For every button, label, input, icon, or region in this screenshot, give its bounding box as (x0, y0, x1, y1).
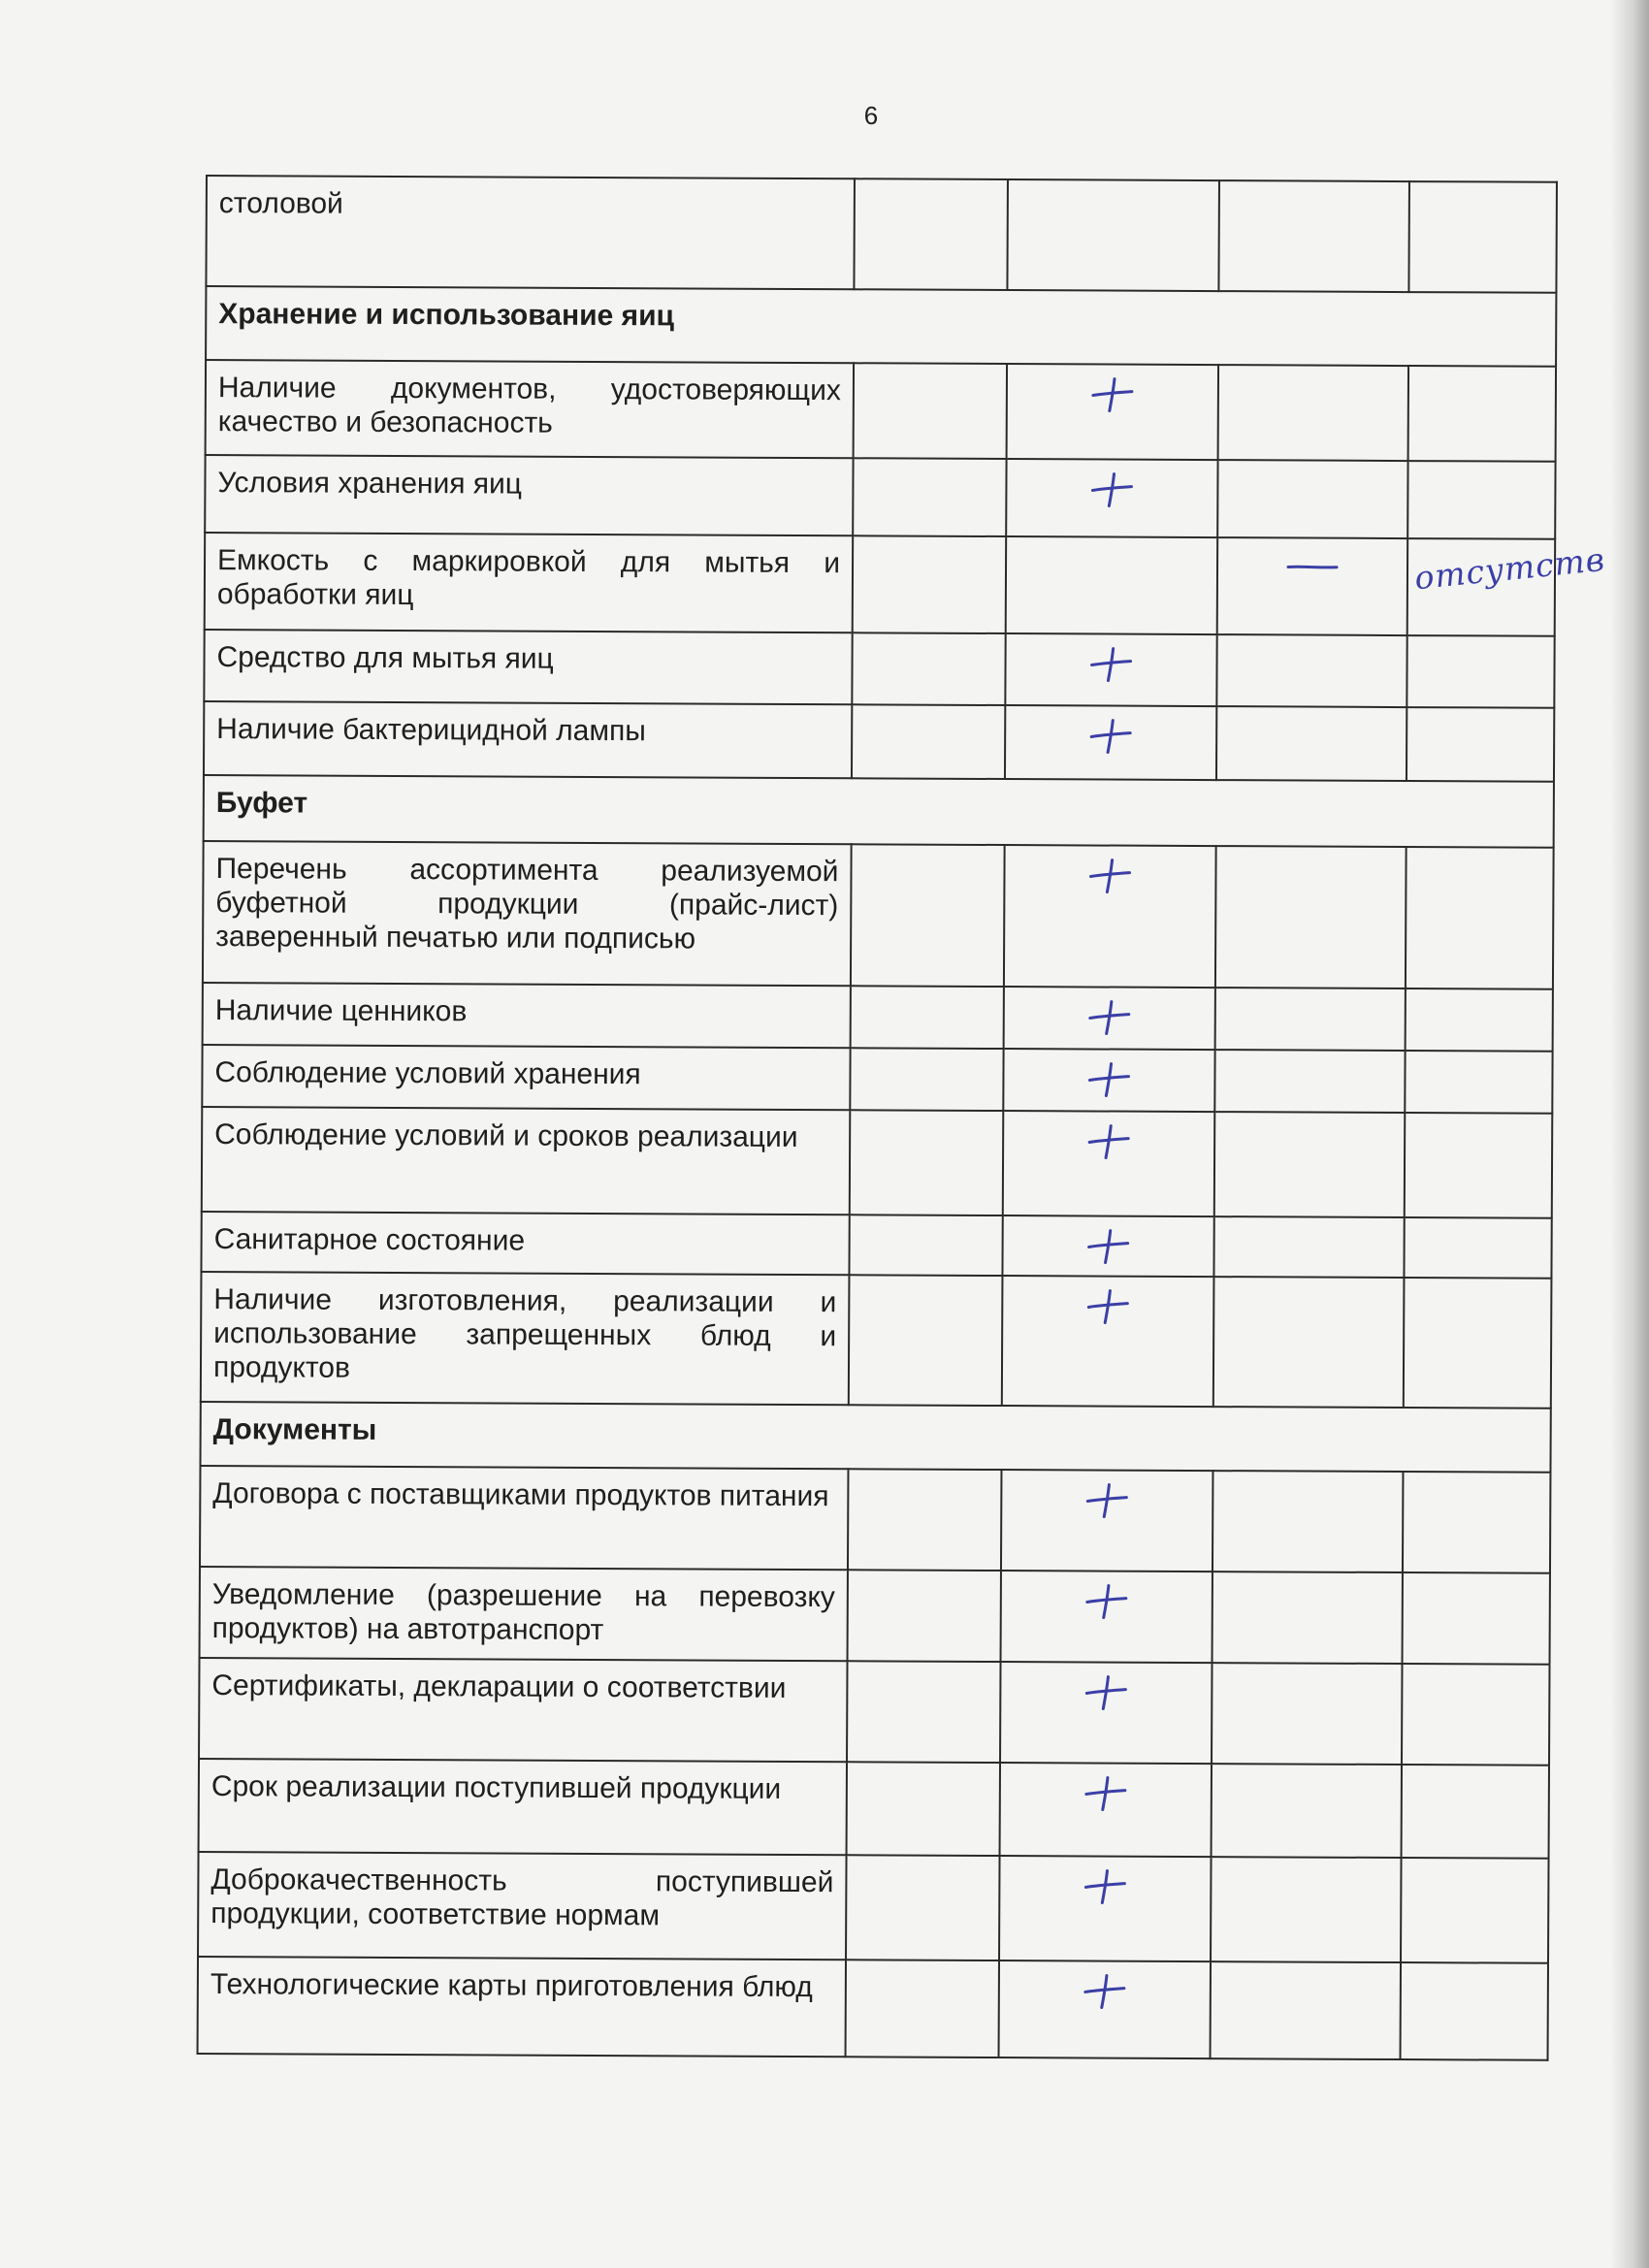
mark-cell-c1 (853, 458, 1006, 536)
mark-cell-c3 (1217, 537, 1407, 635)
mark-cell-c1 (851, 986, 1004, 1049)
mark-cell-c1 (853, 535, 1006, 633)
checklist-row (200, 1567, 1550, 1665)
criterion-label: Технологические карты приготовления блюд (198, 1957, 846, 2057)
criterion-label: Перечень ассортимента реализуемой буфетной продукции (прайс-лист) заверенный печатью или подписью (203, 841, 852, 986)
handwritten-plus-mark (1083, 1286, 1133, 1325)
mark-cell-c4 (1403, 1572, 1550, 1665)
mark-cell-c3 (1214, 1050, 1405, 1113)
mark-cell-c1 (852, 632, 1005, 705)
handwritten-plus-mark (1081, 1773, 1131, 1812)
mark-cell-c2 (1007, 364, 1218, 460)
criterion-label: Соблюдение условий хранения (202, 1045, 850, 1110)
mark-cell-c1 (854, 363, 1007, 459)
handwritten-plus-mark (1086, 470, 1137, 508)
mark-cell-c4 (1401, 1962, 1548, 2060)
mark-cell-c3 (1217, 460, 1407, 538)
checklist-row (202, 1107, 1553, 1218)
checklist-table (197, 175, 1607, 2061)
criterion-label: Наличие изготовления, реализации и использование запрещенных блюд и продуктов (201, 1272, 850, 1405)
handwritten-dash-mark (1285, 562, 1340, 573)
checklist-row (202, 1045, 1552, 1114)
mark-cell-c2 (1005, 633, 1216, 706)
mark-cell-c2 (1007, 179, 1219, 291)
mark-cell-c2 (1003, 1049, 1214, 1112)
mark-cell-c1 (850, 1110, 1004, 1215)
criterion-label: Емкость с маркировкой для мытья и обработки яиц (205, 533, 853, 632)
mark-cell-c1 (852, 704, 1005, 779)
section-header-row (206, 286, 1556, 367)
checklist-row (204, 630, 1554, 708)
mark-cell-c1 (848, 1469, 1002, 1571)
mark-cell-c3 (1211, 1961, 1401, 2059)
mark-cell-c4 (1406, 707, 1554, 782)
mark-cell-c3 (1212, 1571, 1403, 1664)
mark-cell-c3 (1214, 1112, 1406, 1217)
handwritten-plus-mark (1080, 1971, 1130, 2010)
mark-cell-c4 (1408, 366, 1556, 462)
mark-cell-c4 (1406, 988, 1553, 1052)
handwritten-note: отсутств (1412, 539, 1607, 598)
mark-cell-c2 (1006, 459, 1217, 537)
mark-cell-c3 (1215, 846, 1406, 988)
criterion-label: Наличие бактерицидной лампы (204, 701, 852, 778)
section-title: Хранение и использование яиц (206, 286, 1556, 367)
criterion-label: Условия хранения яиц (205, 455, 853, 535)
mark-cell-c3 (1216, 634, 1406, 707)
mark-cell-c2 (1000, 1763, 1212, 1857)
criterion-label: Договора с поставщиками продуктов питания (200, 1466, 849, 1570)
handwritten-plus-mark (1083, 1226, 1134, 1265)
handwritten-plus-mark (1085, 716, 1136, 755)
mark-cell-c2 (1003, 1111, 1215, 1216)
handwritten-plus-mark (1082, 1480, 1132, 1519)
handwritten-plus-mark (1087, 374, 1138, 413)
criterion-label: Соблюдение условий и сроков реализации (202, 1107, 851, 1215)
handwritten-plus-mark (1084, 856, 1135, 894)
mark-cell-c1 (846, 1960, 999, 2057)
mark-cell-c1 (847, 1762, 1000, 1856)
checklist-row (200, 1466, 1550, 1573)
mark-cell-c1 (846, 1855, 1000, 1960)
mark-cell-c2 (1004, 987, 1215, 1050)
handwritten-plus-mark (1084, 997, 1135, 1036)
mark-cell-c4 (1404, 1217, 1551, 1279)
checklist-row (199, 1658, 1549, 1766)
mark-cell-c4 (1406, 847, 1554, 989)
criterion-label: Доброкачественность поступившей продукции, соответствие нормам (198, 1852, 847, 1960)
criterion-label: столовой (206, 176, 855, 289)
mark-cell-c1 (851, 844, 1005, 987)
mark-cell-c3 (1218, 365, 1408, 461)
checklist-row (199, 1759, 1549, 1859)
mark-cell-c2 (1002, 1276, 1214, 1407)
mark-cell-c3 (1211, 1857, 1402, 1962)
mark-cell-c2 (1002, 1215, 1213, 1277)
mark-cell-c3 (1213, 1277, 1405, 1408)
mark-cell-c3 (1212, 1471, 1404, 1572)
handwritten-plus-mark (1080, 1866, 1130, 1905)
mark-cell-c2 (1000, 1662, 1212, 1764)
section-title: Буфет (204, 775, 1554, 848)
mark-cell-c4 (1405, 1051, 1552, 1114)
criterion-label: Санитарное состояние (201, 1212, 849, 1275)
mark-cell-c2 (999, 1856, 1212, 1961)
mark-cell-c2 (1006, 536, 1217, 634)
criterion-label: Срок реализации поступившей продукции (199, 1759, 847, 1855)
criterion-label: Сертификаты, декларации о соответствии (199, 1658, 848, 1762)
handwritten-plus-mark (1083, 1059, 1134, 1098)
handwritten-plus-mark (1083, 1121, 1134, 1160)
mark-cell-c4 (1403, 1472, 1551, 1573)
mark-cell-c4 (1408, 181, 1557, 293)
section-header-row (204, 775, 1554, 848)
criterion-label: Наличие ценников (203, 983, 851, 1048)
mark-cell-c3 (1215, 988, 1406, 1051)
mark-cell-c4 (1402, 1664, 1550, 1766)
mark-cell-c4 (1405, 1113, 1553, 1218)
mark-cell-c4 (1404, 1278, 1552, 1409)
checklist-table-body (198, 176, 1607, 2060)
mark-cell-c3 (1216, 706, 1406, 781)
section-title: Документы (200, 1402, 1550, 1473)
mark-cell-c3 (1212, 1764, 1402, 1858)
mark-cell-c1 (854, 178, 1008, 290)
mark-cell-c2 (999, 1960, 1211, 2058)
mark-cell-c3 (1213, 1216, 1404, 1278)
mark-cell-c2 (1001, 1571, 1212, 1663)
page-number: 6 (863, 101, 879, 130)
mark-cell-c4 (1407, 538, 1607, 636)
handwritten-plus-mark (1085, 644, 1136, 683)
mark-cell-c3 (1218, 180, 1409, 292)
criterion-label: Средство для мытья яиц (204, 630, 852, 704)
checklist-row (205, 533, 1555, 636)
scan-edge-shadow (1610, 0, 1649, 2268)
checklist-row (198, 1852, 1549, 1963)
mark-cell-c2 (1005, 705, 1216, 780)
checklist-row (198, 1957, 1548, 2060)
mark-cell-c2 (1004, 845, 1216, 988)
mark-cell-c4 (1406, 635, 1554, 708)
section-header-row (200, 1402, 1550, 1473)
mark-cell-c4 (1402, 1765, 1549, 1859)
handwritten-plus-mark (1081, 1672, 1131, 1711)
checklist-row (201, 1272, 1552, 1409)
criterion-label: Наличие документов, удостоверяющих качество и безопасность (206, 360, 854, 458)
mark-cell-c3 (1212, 1663, 1403, 1765)
checklist-row (204, 701, 1554, 782)
checklist-row (206, 360, 1556, 462)
mark-cell-c1 (847, 1661, 1001, 1763)
handwritten-plus-mark (1082, 1581, 1132, 1620)
checklist-row (205, 455, 1555, 539)
criterion-label: Уведомление (разрешение на перевозку продуктов) на автотранспорт (200, 1567, 848, 1661)
mark-cell-c4 (1407, 461, 1555, 539)
mark-cell-c1 (850, 1048, 1003, 1111)
checklist-row (206, 176, 1557, 293)
mark-cell-c2 (1001, 1470, 1213, 1571)
mark-cell-c1 (849, 1275, 1003, 1406)
checklist-row (201, 1212, 1551, 1279)
mark-cell-c1 (849, 1215, 1002, 1276)
mark-cell-c1 (848, 1570, 1001, 1662)
mark-cell-c4 (1401, 1858, 1549, 1963)
checklist-row (203, 841, 1554, 989)
checklist-row (203, 983, 1553, 1052)
